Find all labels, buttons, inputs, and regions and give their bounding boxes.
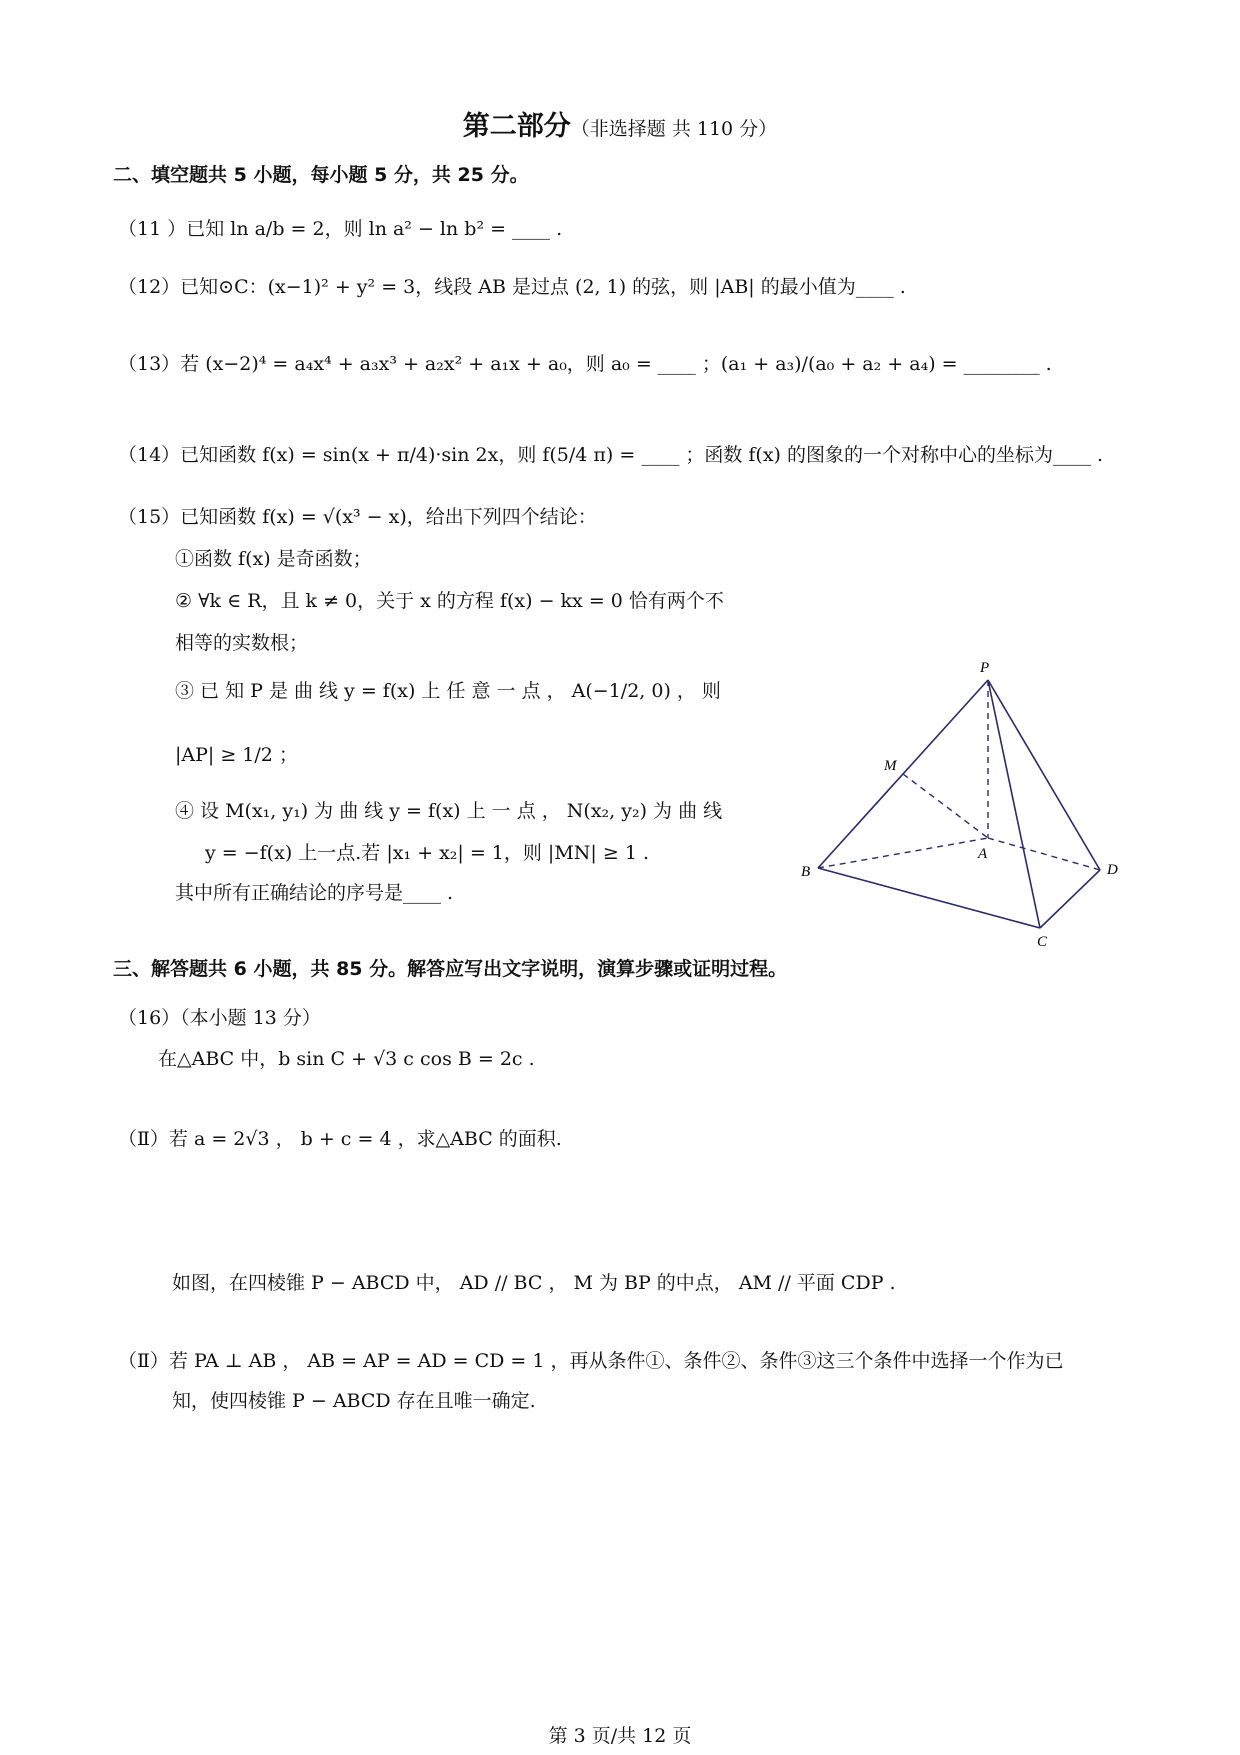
pyramid-figure [800,650,1130,950]
question-13: （13）若 (x−2)⁴ = a₄x⁴ + a₃x³ + a₂x² + a₁x + a₀，则 a₀ = ____ ；(a₁ + a₃)/(a₀ + a₂ + a₄) = ________ . [118,353,1052,375]
label-A: A [978,846,988,862]
section2-header: 二、填空题共 5 小题，每小题 5 分，共 25 分。 [113,164,529,186]
label-M: M [884,758,897,774]
page-footer: 第 3 页/共 12 页 [548,1725,692,1747]
question-16-stem: 在△ABC 中，b sin C + √3 c cos B = 2c . [158,1048,535,1070]
question-17-part-2-line-2: 知，使四棱锥 P − ABCD 存在且唯一确定. [172,1390,536,1412]
edge-PC [988,680,1040,928]
question-12: （12）已知⊙C：(x−1)² + y² = 3，线段 AB 是过点 (2, 1) 的弦，则 |AB| 的最小值为____ . [118,276,906,298]
page-title [0,104,1240,143]
question-15-conclusion: 其中所有正确结论的序号是____ . [175,882,454,904]
title-main: 第二部分 [462,111,571,142]
question-15-item-3-line-1: ③ 已 知 P 是 曲 线 y = f(x) 上 任 意 一 点 ， A(−1/2, 0) ， 则 [175,680,721,702]
question-15-item-2-line-1: ② ∀k ∈ R，且 k ≠ 0，关于 x 的方程 f(x) − kx = 0 恰有两个不 [175,590,724,612]
label-D: D [1107,862,1118,878]
edge-PD [988,680,1100,870]
question-11: （11 ）已知 ln a/b = 2，则 ln a² − ln b² = ____ . [118,218,563,240]
edge-BA [818,838,988,868]
question-15-item-2-line-2: 相等的实数根； [175,632,309,654]
question-14: （14）已知函数 f(x) = sin(x + π/4)·sin 2x，则 f(5/4 π) = ____ ；函数 f(x) 的图象的一个对称中心的坐标为____ . [118,444,1104,466]
question-15-item-1: ①函数 f(x) 是奇函数； [175,548,372,570]
question-15-item-4-line-2: y = −f(x) 上一点.若 |x₁ + x₂| = 1，则 |MN| ≥ 1 . [205,842,649,864]
section3-header: 三、解答题共 6 小题，共 85 分。解答应写出文字说明，演算步骤或证明过程。 [113,958,788,980]
label-C: C [1037,934,1048,950]
edge-MA [903,774,988,838]
edge-BC [818,868,1040,928]
title-sub: （非选择题 共 110 分） [570,118,778,140]
question-15-item-4-line-1: ④ 设 M(x₁, y₁) 为 曲 线 y = f(x) 上 一 点 ， N(x₂, y₂) 为 曲 线 [175,800,723,822]
label-P: P [980,660,990,676]
question-17-part-2-line-1: （Ⅱ）若 PA ⊥ AB ， AB = AP = AD = CD = 1 ，再从条件①、条件②、条件③这三个条件中选择一个作为已 [118,1350,1064,1372]
question-17-stem: 如图，在四棱锥 P − ABCD 中， AD // BC ， M 为 BP 的中点， AM // 平面 CDP . [172,1272,896,1294]
question-15-item-3-line-2: |AP| ≥ 1/2 ； [175,744,298,766]
question-16-part-2: （Ⅱ）若 a = 2√3 ， b + c = 4 ，求△ABC 的面积. [118,1128,562,1150]
edge-CD [1040,870,1100,928]
question-15: （15）已知函数 f(x) = √(x³ − x)，给出下列四个结论： [118,506,597,528]
label-B: B [801,864,811,880]
question-16-head: （16）（本小题 13 分） [118,1007,321,1029]
